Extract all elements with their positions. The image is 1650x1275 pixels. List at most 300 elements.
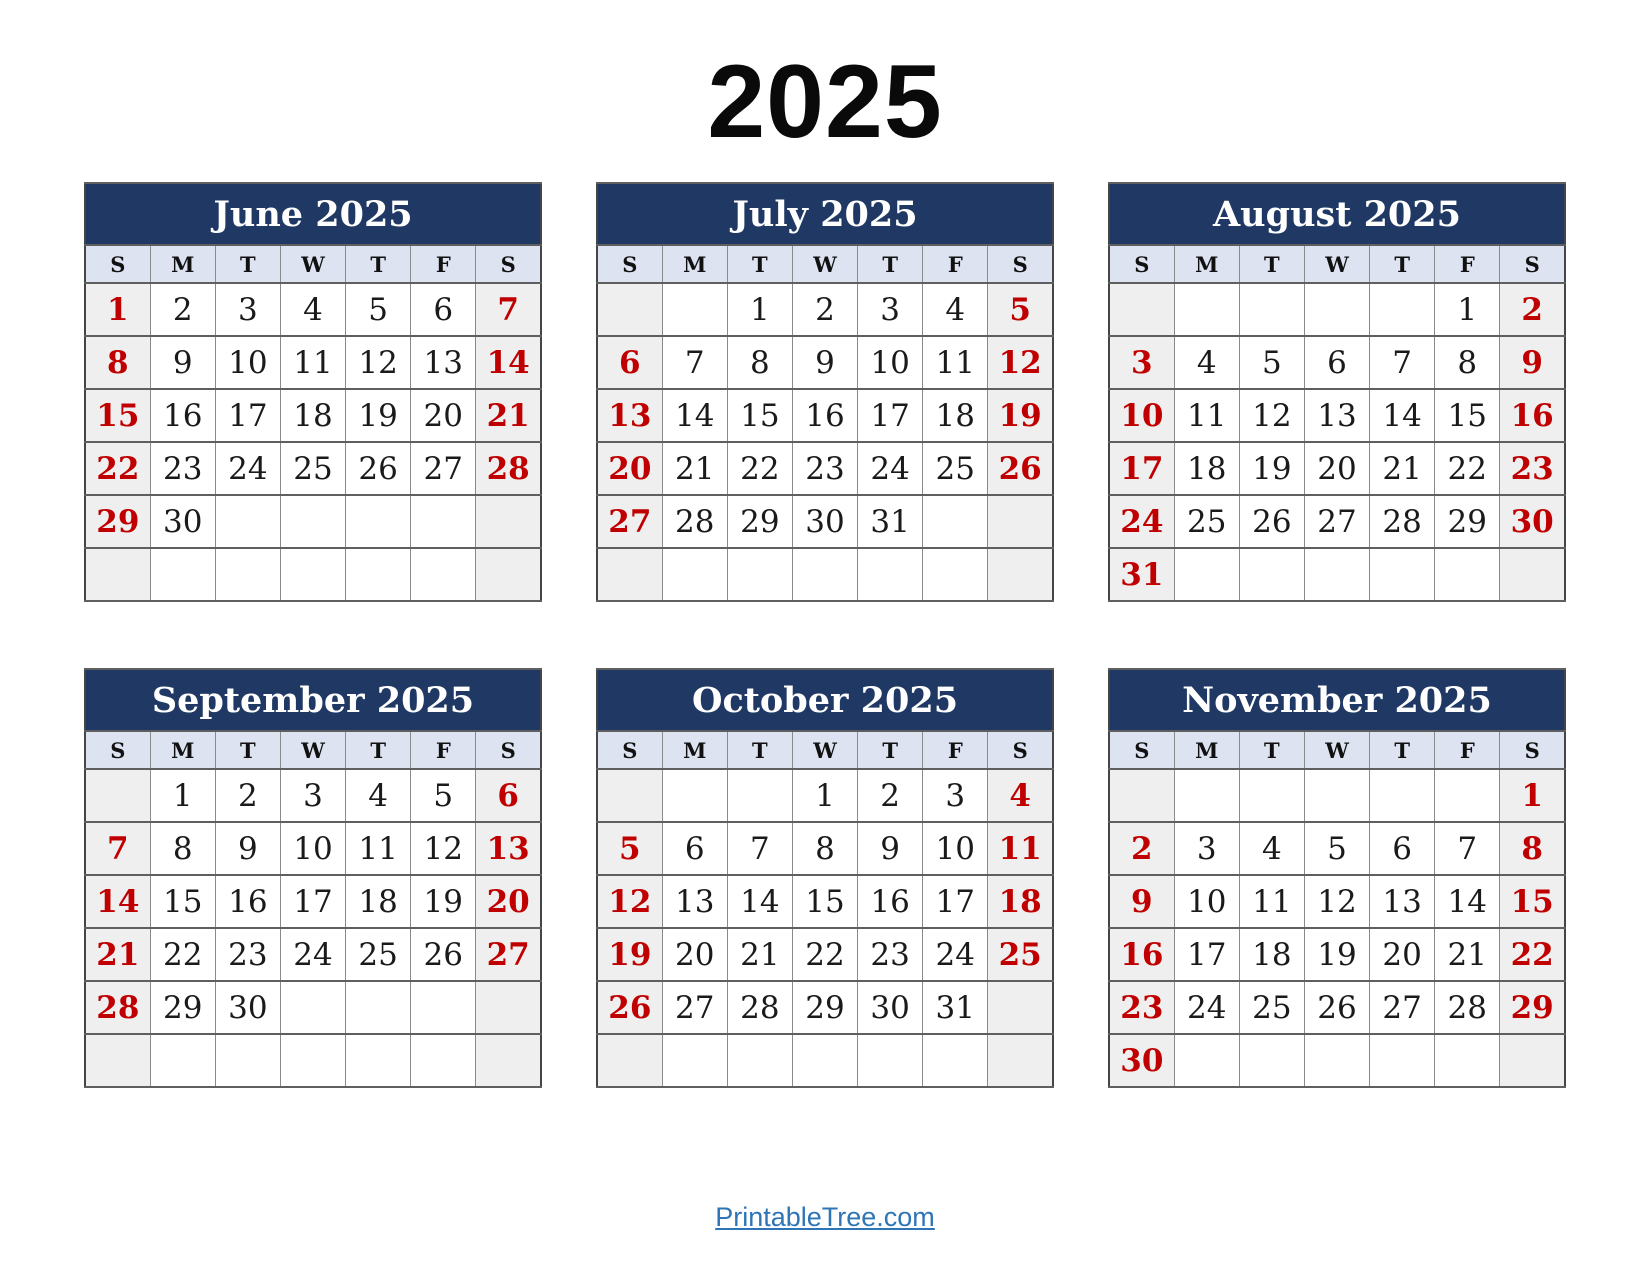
month-calendar [1108,668,1566,1088]
day-cell: 14 [476,336,541,389]
week-row [1109,928,1565,981]
weekday-header-row [597,731,1053,769]
weekday-label: M [662,731,727,769]
day-cell: 23 [150,442,215,495]
day-cell: 7 [1435,822,1500,875]
day-cell: 6 [597,336,662,389]
weekday-label: W [792,731,857,769]
day-cell: 11 [988,822,1053,875]
day-cell [792,548,857,601]
weekday-label: F [923,731,988,769]
day-cell [85,769,150,822]
day-cell: 2 [1109,822,1174,875]
day-cell [411,1034,476,1087]
day-cell: 22 [792,928,857,981]
day-cell: 10 [280,822,345,875]
day-cell [1239,283,1304,336]
day-cell: 12 [597,875,662,928]
weekday-label: T [858,731,923,769]
day-cell [1174,1034,1239,1087]
weekday-label: T [215,731,280,769]
day-cell: 4 [988,769,1053,822]
day-cell: 26 [411,928,476,981]
week-row [85,495,541,548]
day-cell: 19 [1304,928,1369,981]
weekday-label: S [1500,731,1565,769]
day-cell: 18 [923,389,988,442]
day-cell: 8 [1435,336,1500,389]
day-cell: 31 [858,495,923,548]
day-cell: 4 [1174,336,1239,389]
day-cell: 21 [1370,442,1435,495]
day-cell: 29 [85,495,150,548]
weekday-header-row [85,245,541,283]
day-cell: 18 [1239,928,1304,981]
day-cell: 16 [858,875,923,928]
month-title: June 2025 [85,183,541,245]
day-cell: 20 [411,389,476,442]
day-cell: 13 [1370,875,1435,928]
day-cell: 13 [476,822,541,875]
day-cell: 9 [150,336,215,389]
month-title: September 2025 [85,669,541,731]
day-cell: 15 [792,875,857,928]
day-cell: 3 [215,283,280,336]
day-cell: 20 [1370,928,1435,981]
day-cell: 25 [1174,495,1239,548]
weekday-label: M [150,245,215,283]
printabletree-link[interactable]: PrintableTree.com [715,1202,935,1232]
day-cell: 13 [597,389,662,442]
week-row [85,1034,541,1087]
day-cell [1370,1034,1435,1087]
day-cell [1370,548,1435,601]
day-cell: 20 [476,875,541,928]
week-row [85,283,541,336]
day-cell: 22 [150,928,215,981]
day-cell: 29 [727,495,792,548]
day-cell [1435,1034,1500,1087]
day-cell: 26 [346,442,411,495]
day-cell: 16 [1109,928,1174,981]
day-cell: 19 [597,928,662,981]
day-cell [476,548,541,601]
day-cell [150,548,215,601]
day-cell [1174,548,1239,601]
week-row [85,769,541,822]
day-cell: 5 [1239,336,1304,389]
day-cell: 10 [1174,875,1239,928]
day-cell: 12 [1239,389,1304,442]
day-cell: 23 [215,928,280,981]
day-cell: 10 [1109,389,1174,442]
day-cell: 1 [150,769,215,822]
year-title: 2025 [707,44,943,160]
weekday-label: S [476,245,541,283]
day-cell [280,495,345,548]
weekday-label: S [1109,731,1174,769]
day-cell: 13 [411,336,476,389]
weekday-label: T [1239,731,1304,769]
day-cell: 4 [923,283,988,336]
day-cell: 31 [923,981,988,1034]
day-cell: 3 [923,769,988,822]
week-row [85,336,541,389]
day-cell: 20 [1304,442,1369,495]
day-cell: 8 [792,822,857,875]
day-cell: 29 [792,981,857,1034]
day-cell: 17 [1109,442,1174,495]
day-cell: 12 [988,336,1053,389]
day-cell: 3 [1109,336,1174,389]
day-cell [1304,548,1369,601]
day-cell: 11 [1174,389,1239,442]
day-cell: 28 [85,981,150,1034]
day-cell: 22 [1500,928,1565,981]
month-calendar [84,182,542,602]
day-cell: 14 [662,389,727,442]
day-cell [662,1034,727,1087]
day-cell [411,495,476,548]
month-title: August 2025 [1109,183,1565,245]
day-cell: 20 [662,928,727,981]
day-cell: 22 [1435,442,1500,495]
day-cell: 29 [1435,495,1500,548]
day-cell: 11 [1239,875,1304,928]
day-cell [1435,548,1500,601]
day-cell: 6 [476,769,541,822]
day-cell: 26 [1304,981,1369,1034]
weekday-label: F [1435,245,1500,283]
day-cell [215,495,280,548]
day-cell: 12 [1304,875,1369,928]
day-cell: 4 [346,769,411,822]
weekday-label: M [150,731,215,769]
day-cell [411,548,476,601]
weekday-label: S [988,731,1053,769]
week-row [1109,389,1565,442]
day-cell: 28 [727,981,792,1034]
weekday-label: S [85,731,150,769]
weekday-label: M [662,245,727,283]
day-cell: 24 [280,928,345,981]
day-cell: 7 [1370,336,1435,389]
week-row [85,928,541,981]
day-cell [1500,548,1565,601]
day-cell: 13 [1304,389,1369,442]
day-cell: 10 [858,336,923,389]
day-cell [411,981,476,1034]
day-cell: 26 [988,442,1053,495]
calendar-row [84,182,1566,602]
day-cell [858,1034,923,1087]
day-cell: 1 [85,283,150,336]
weekday-label: T [215,245,280,283]
day-cell [150,1034,215,1087]
week-row [85,389,541,442]
day-cell [858,548,923,601]
day-cell: 26 [1239,495,1304,548]
day-cell [988,548,1053,601]
day-cell [280,1034,345,1087]
month-calendar [596,182,1054,602]
day-cell: 1 [727,283,792,336]
day-cell: 23 [792,442,857,495]
weekday-label: F [923,245,988,283]
day-cell [1174,769,1239,822]
week-row [597,769,1053,822]
day-cell [1239,1034,1304,1087]
day-cell [476,495,541,548]
day-cell: 2 [150,283,215,336]
day-cell: 30 [858,981,923,1034]
weekday-header-row [1109,731,1565,769]
day-cell: 3 [1174,822,1239,875]
day-cell: 2 [792,283,857,336]
day-cell: 27 [1370,981,1435,1034]
day-cell: 7 [476,283,541,336]
day-cell [476,1034,541,1087]
weekday-label: S [85,245,150,283]
day-cell: 14 [727,875,792,928]
week-row [597,336,1053,389]
day-cell: 24 [215,442,280,495]
day-cell: 28 [662,495,727,548]
day-cell: 29 [150,981,215,1034]
day-cell: 11 [923,336,988,389]
weekday-label: T [346,245,411,283]
weekday-label: W [1304,731,1369,769]
day-cell: 30 [215,981,280,1034]
weekday-label: S [1500,245,1565,283]
day-cell: 11 [280,336,345,389]
weekday-label: F [411,245,476,283]
day-cell [727,769,792,822]
day-cell: 25 [923,442,988,495]
day-cell: 19 [411,875,476,928]
day-cell: 15 [150,875,215,928]
weekday-label: S [597,731,662,769]
day-cell: 15 [1435,389,1500,442]
day-cell: 9 [215,822,280,875]
week-row [85,822,541,875]
day-cell: 18 [280,389,345,442]
day-cell [346,981,411,1034]
day-cell: 10 [215,336,280,389]
day-cell: 6 [1370,822,1435,875]
weekday-label: W [1304,245,1369,283]
week-row [1109,548,1565,601]
day-cell: 8 [150,822,215,875]
day-cell: 16 [1500,389,1565,442]
day-cell: 21 [476,389,541,442]
day-cell: 26 [597,981,662,1034]
day-cell [662,769,727,822]
weekday-label: S [476,731,541,769]
day-cell: 1 [792,769,857,822]
weekday-label: S [597,245,662,283]
day-cell: 9 [792,336,857,389]
day-cell: 5 [346,283,411,336]
day-cell: 23 [1109,981,1174,1034]
weekday-label: T [1370,731,1435,769]
week-row [85,548,541,601]
day-cell: 30 [792,495,857,548]
day-cell: 9 [858,822,923,875]
week-row [1109,769,1565,822]
day-cell: 25 [988,928,1053,981]
day-cell: 2 [858,769,923,822]
weekday-label: W [280,731,345,769]
weekday-label: M [1174,731,1239,769]
day-cell: 24 [1174,981,1239,1034]
week-row [85,981,541,1034]
week-row [597,442,1053,495]
week-row [597,548,1053,601]
day-cell [792,1034,857,1087]
day-cell: 2 [1500,283,1565,336]
month-calendar [84,668,542,1088]
day-cell: 19 [1239,442,1304,495]
month-title: October 2025 [597,669,1053,731]
day-cell: 16 [215,875,280,928]
day-cell [597,769,662,822]
day-cell: 7 [662,336,727,389]
day-cell [1174,283,1239,336]
day-cell: 25 [1239,981,1304,1034]
day-cell: 16 [792,389,857,442]
day-cell: 10 [923,822,988,875]
day-cell: 5 [1304,822,1369,875]
day-cell: 31 [1109,548,1174,601]
day-cell: 4 [280,283,345,336]
day-cell: 27 [662,981,727,1034]
day-cell: 16 [150,389,215,442]
week-row [1109,981,1565,1034]
day-cell [923,495,988,548]
day-cell: 18 [988,875,1053,928]
day-cell: 30 [1109,1034,1174,1087]
week-row [597,389,1053,442]
weekday-header-row [597,245,1053,283]
day-cell [597,283,662,336]
week-row [597,928,1053,981]
day-cell [988,495,1053,548]
day-cell [923,1034,988,1087]
day-cell: 18 [1174,442,1239,495]
weekday-label: M [1174,245,1239,283]
day-cell: 8 [85,336,150,389]
weekday-header-row [85,731,541,769]
day-cell: 28 [1435,981,1500,1034]
calendar-grid [0,182,1650,1088]
day-cell: 12 [346,336,411,389]
day-cell [280,981,345,1034]
weekday-label: T [346,731,411,769]
day-cell: 7 [727,822,792,875]
day-cell: 21 [727,928,792,981]
day-cell: 8 [727,336,792,389]
day-cell [346,495,411,548]
day-cell: 23 [1500,442,1565,495]
week-row [597,822,1053,875]
day-cell: 19 [988,389,1053,442]
day-cell [85,1034,150,1087]
day-cell: 3 [858,283,923,336]
day-cell: 9 [1500,336,1565,389]
day-cell: 21 [85,928,150,981]
day-cell: 15 [1500,875,1565,928]
week-row [597,875,1053,928]
day-cell [1109,283,1174,336]
weekday-label: W [792,245,857,283]
day-cell: 15 [85,389,150,442]
day-cell [597,548,662,601]
month-calendar [1108,182,1566,602]
day-cell: 15 [727,389,792,442]
day-cell: 5 [988,283,1053,336]
month-title: November 2025 [1109,669,1565,731]
week-row [597,495,1053,548]
day-cell [662,283,727,336]
day-cell [727,548,792,601]
day-cell [476,981,541,1034]
weekday-label: W [280,245,345,283]
day-cell [1239,769,1304,822]
week-row [597,1034,1053,1087]
day-cell: 21 [662,442,727,495]
calendar-row [84,668,1566,1088]
day-cell [923,548,988,601]
day-cell: 21 [1435,928,1500,981]
day-cell: 3 [280,769,345,822]
day-cell [662,548,727,601]
weekday-label: T [858,245,923,283]
day-cell [346,548,411,601]
weekday-label: F [1435,731,1500,769]
day-cell [727,1034,792,1087]
day-cell [1500,1034,1565,1087]
day-cell: 17 [858,389,923,442]
day-cell: 29 [1500,981,1565,1034]
day-cell: 17 [1174,928,1239,981]
day-cell: 17 [923,875,988,928]
day-cell: 14 [1435,875,1500,928]
day-cell: 20 [597,442,662,495]
day-cell: 30 [150,495,215,548]
weekday-label: T [1370,245,1435,283]
day-cell [1370,769,1435,822]
day-cell [1239,548,1304,601]
weekday-label: T [1239,245,1304,283]
day-cell: 1 [1435,283,1500,336]
day-cell: 9 [1109,875,1174,928]
week-row [1109,495,1565,548]
day-cell: 14 [1370,389,1435,442]
day-cell: 4 [1239,822,1304,875]
day-cell: 22 [85,442,150,495]
weekday-label: T [727,731,792,769]
day-cell [1370,283,1435,336]
week-row [85,875,541,928]
day-cell: 27 [1304,495,1369,548]
day-cell [988,1034,1053,1087]
day-cell: 14 [85,875,150,928]
day-cell: 6 [411,283,476,336]
day-cell: 11 [346,822,411,875]
week-row [85,442,541,495]
week-row [597,283,1053,336]
